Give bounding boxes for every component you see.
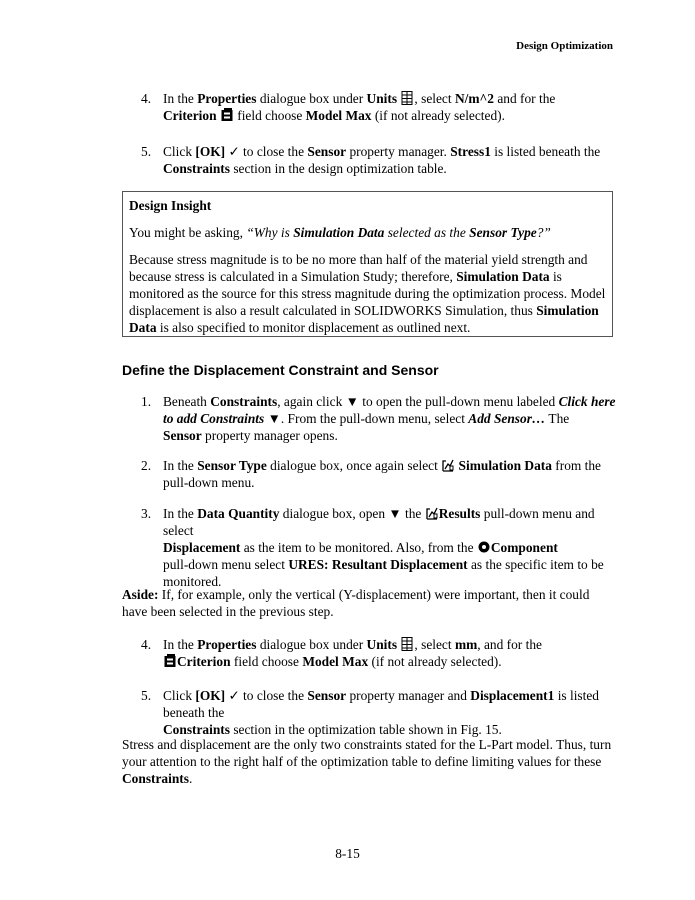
criterion-icon xyxy=(221,108,233,122)
running-header: Design Optimization xyxy=(516,40,613,52)
step-number: 3. xyxy=(141,506,152,521)
step-number: 1. xyxy=(141,394,152,409)
page-number: 8-15 xyxy=(335,846,360,861)
checkmark-icon: ✓ xyxy=(228,144,240,159)
component-icon xyxy=(478,540,490,554)
criterion-icon xyxy=(164,654,176,668)
step-5-displacement-ok: 5. Click [OK] ✓ to close the Sensor property manager and Displacement1 is listed beneath the Constraints section in the optimization table shown in Fig. 15. xyxy=(141,688,599,737)
dropdown-arrow-icon: ▼ xyxy=(388,506,402,521)
step-1-add-sensor: 1. Beneath Constraints, again click ▼ to open the pull-down menu labeled Click here to add Constraints ▼. From the pull-down menu, select Add Sensor… The Sensor property manager opens. xyxy=(141,394,616,443)
step-4-stress-units: 4. In the Properties dialogue box under Units , select N/m^2 and for the Criterion field choose Model Max (if not already selected). xyxy=(141,91,556,123)
checkmark-icon: ✓ xyxy=(228,688,240,703)
step-number: 4. xyxy=(141,91,152,106)
insight-title: Design Insight xyxy=(129,198,212,213)
results-icon xyxy=(426,506,438,520)
insight-question: You might be asking, “Why is Simulation Data selected as the Sensor Type?” xyxy=(129,225,551,240)
step-number: 2. xyxy=(141,458,152,473)
step-2-sensor-type: 2. In the Sensor Type dialogue box, once again select Simulation Data from the pull-down menu. xyxy=(141,458,602,490)
units-icon xyxy=(401,637,413,651)
step-3-data-quantity: 3. In the Data Quantity dialogue box, open ▼ the Results pull-down menu and select Displacement as the item to be monitored. Also, from the Component pull-down menu select URES: Resultant Displacement as the specific item to be monitored. xyxy=(141,506,604,589)
simulation-data-icon xyxy=(442,458,454,472)
design-insight-box xyxy=(122,191,613,337)
step-number: 4. xyxy=(141,637,152,652)
section-heading: Define the Displacement Constraint and Sensor xyxy=(122,362,439,378)
step-number: 5. xyxy=(141,688,152,703)
units-icon xyxy=(401,91,413,105)
step-4-displacement-units: 4. In the Properties dialogue box under Units , select mm, and for the Criterion field choose Model Max (if not already selected). xyxy=(141,637,542,669)
dropdown-arrow-icon: ▼ xyxy=(267,411,281,426)
closing-paragraph: Stress and displacement are the only two constraints stated for the L-Part model. Thus, turn your attention to the right half of the optimization table to define limiting values for these Constraints. xyxy=(122,737,612,786)
step-5-stress-ok: 5. Click [OK] ✓ to close the Sensor property manager. Stress1 is listed beneath the Constraints section in the design optimization table. xyxy=(141,144,601,176)
dropdown-arrow-icon: ▼ xyxy=(345,394,359,409)
aside-note: Aside: If, for example, only the vertical (Y-displacement) were important, then it could have been selected in the previous step. xyxy=(122,587,590,619)
insight-body: Because stress magnitude is to be no more than half of the material yield strength and because stress is calculated in a Simulation Study; therefore, Simulation Data is monitored as the source for this stress magnitude during the optimization process. Model displacement is also a result calculated in SOLIDWORKS Simulation, thus Simulation Data is also specified to monitor displacement as outlined next. xyxy=(129,252,606,335)
step-number: 5. xyxy=(141,144,152,159)
